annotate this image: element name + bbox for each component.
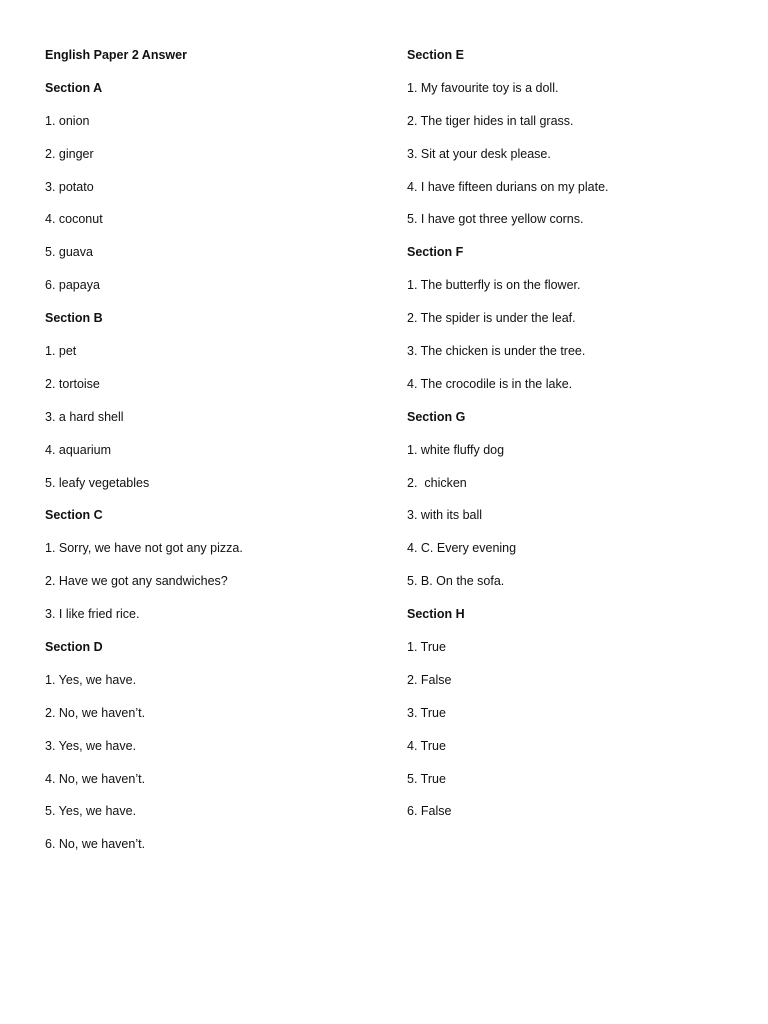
right-column	[407, 44, 747, 833]
answer-line: 1. My favourite toy is a doll.	[407, 80, 559, 95]
section-heading-b: Section B	[45, 311, 103, 326]
answer-line: 6. No, we haven’t.	[45, 837, 146, 852]
answer-line: 4. The crocodile is in the lake.	[407, 376, 573, 391]
section-heading-a: Section A	[45, 80, 103, 95]
answer-line: 3. a hard shell	[45, 409, 124, 424]
section-heading-c: Section C	[45, 508, 103, 523]
answer-line: 2. False	[407, 672, 452, 687]
answer-line: 3. Yes, we have.	[45, 738, 137, 753]
answer-line: 5. B. On the sofa.	[407, 574, 505, 589]
answer-line: 6. False	[407, 804, 452, 819]
answer-line: 5. guava	[45, 245, 93, 260]
section-heading-g: Section G	[407, 409, 466, 424]
answer-line: 2. tortoise	[45, 376, 100, 391]
answer-line: 3. The chicken is under the tree.	[407, 344, 586, 359]
answer-line: 3. potato	[45, 179, 94, 194]
answer-line: 1. True	[407, 640, 446, 655]
section-heading-d: Section D	[45, 640, 103, 655]
answer-line: 2. The tiger hides in tall grass.	[407, 113, 574, 128]
answer-line: 3. Sit at your desk please.	[407, 146, 551, 161]
answer-line: 4. coconut	[45, 212, 103, 227]
answer-line: 1. Sorry, we have not got any pizza.	[45, 541, 243, 556]
answer-line: 1. white fluffy dog	[407, 442, 505, 457]
left-column	[45, 44, 385, 866]
answer-line: 6. papaya	[45, 278, 100, 293]
answer-line: 1. pet	[45, 344, 77, 359]
answer-line: 4. C. Every evening	[407, 541, 517, 556]
document-title: English Paper 2 Answer	[45, 48, 187, 62]
answer-line: 2. No, we haven’t.	[45, 705, 146, 720]
answer-line: 1. onion	[45, 113, 90, 128]
answer-line: 5. Yes, we have.	[45, 804, 137, 819]
section-heading-h: Section H	[407, 607, 465, 622]
answer-line: 4. No, we haven’t.	[45, 771, 146, 786]
answer-line: 3. True	[407, 705, 446, 720]
answer-line: 2. chicken	[407, 475, 467, 490]
answer-line: 5. leafy vegetables	[45, 475, 150, 490]
answer-line: 3. I like fried rice.	[45, 607, 140, 622]
answer-line: 2. The spider is under the leaf.	[407, 311, 576, 326]
answer-line: 5. True	[407, 771, 446, 786]
answer-line: 1. Yes, we have.	[45, 672, 137, 687]
answer-line: 4. aquarium	[45, 442, 112, 457]
answer-line: 4. I have fifteen durians on my plate.	[407, 179, 609, 194]
answer-line: 1. The butterfly is on the flower.	[407, 278, 581, 293]
answer-line: 3. with its ball	[407, 508, 483, 523]
answer-line: 4. True	[407, 738, 446, 753]
section-heading-f: Section F	[407, 245, 464, 260]
answer-line: 2. Have we got any sandwiches?	[45, 574, 228, 589]
answer-line: 2. ginger	[45, 146, 94, 161]
answer-line: 5. I have got three yellow corns.	[407, 212, 584, 227]
section-heading-e: Section E	[407, 48, 464, 62]
